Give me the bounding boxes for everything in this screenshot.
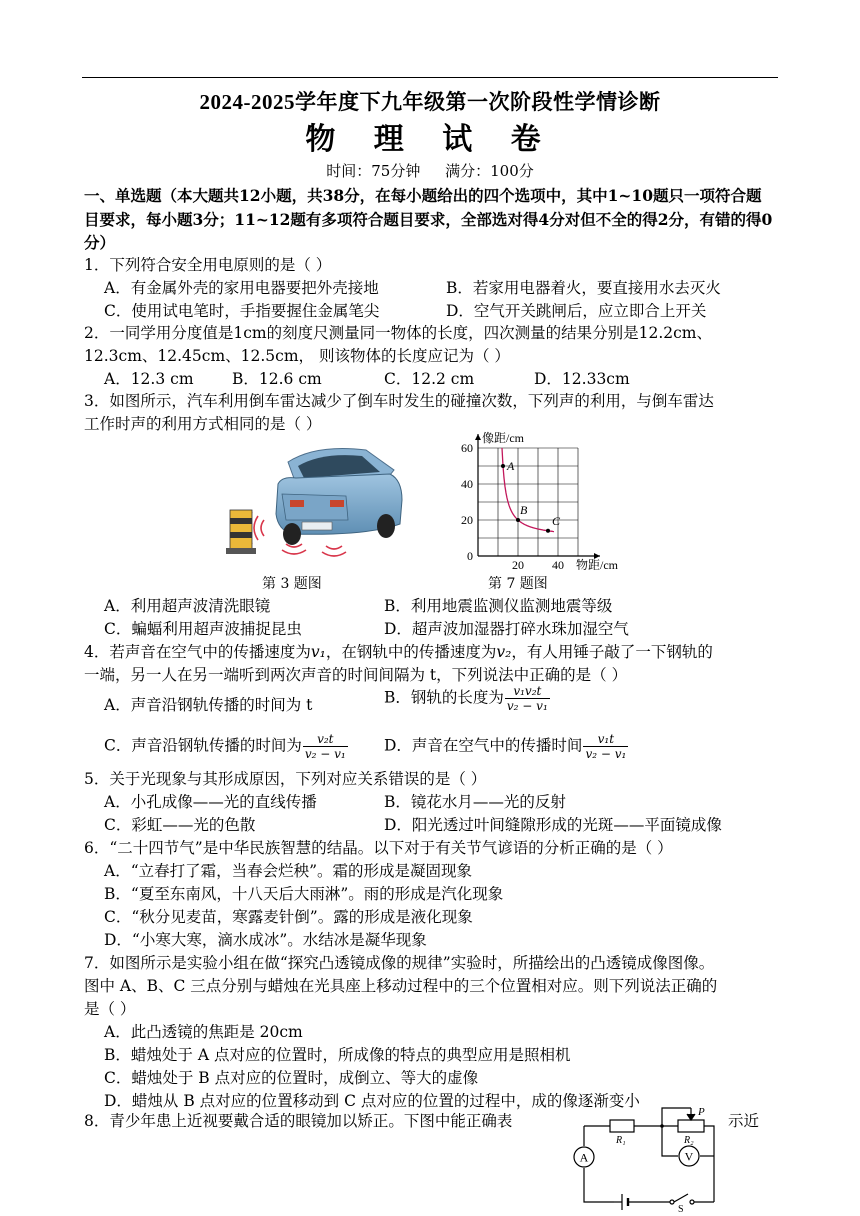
y-tick-label: 40 (461, 477, 473, 491)
switch-label: S (678, 1204, 684, 1214)
q1-option-d: D．空气开关跳闸后，应立即合上开关 (446, 302, 707, 320)
exam-time: 时间：75分钟 (326, 162, 421, 180)
circuit-diagram (570, 1106, 726, 1214)
q4-option-d-text: D．声音在空气中的传播时间 (384, 736, 583, 755)
q1-option-c: C．使用试电笔时，手指要握住金属笔尖 (104, 302, 380, 320)
resistor-r2 (678, 1120, 704, 1132)
q3-stem-line2: 工作时声的利用方式相同的是（ ） (84, 415, 322, 433)
q1-option-a: A．有金属外壳的家用电器要把外壳接地 (104, 279, 379, 297)
q4-option-c-text: C．声音沿钢轨传播的时间为 (104, 736, 302, 755)
q8-stem-part1: 8．青少年患上近视要戴合适的眼镜加以矫正。下图中能正确表 (84, 1112, 513, 1130)
y-axis-label: 像距/cm (482, 431, 524, 445)
q4-stem-line2: 一端，另一人在另一端听到两次声音的时间间隔为 t，下列说法中正确的是（ ） (84, 666, 628, 684)
figure3-caption: 第 3 题图 (262, 576, 322, 592)
q2-option-d: D．12.33cm (534, 370, 630, 388)
q4-stem-part3: ，有人用锤子敲了一下钢轨的 (511, 643, 713, 661)
x-tick-label: 20 (512, 558, 524, 572)
y-tick-label: 60 (461, 441, 473, 455)
q3-option-b: B．利用地震监测仪监测地震等级 (384, 597, 613, 615)
fraction-denominator: v₂ − v₁ (506, 699, 548, 713)
y-axis-arrow (475, 434, 481, 440)
q5-option-b: B．镜花水月——光的反射 (384, 793, 566, 811)
q6-option-d: D．“小寒大寒，滴水成冰”。水结冰是凝华现象 (104, 931, 427, 949)
lens-image-graph (452, 428, 642, 574)
point-label: C (552, 513, 561, 528)
r1-label: R₁ (616, 1135, 626, 1146)
q4-option-b-fraction (505, 684, 550, 713)
q1-option-b: B．若家用电器着火，要直接用水去灭火 (446, 279, 721, 297)
q5-option-d: D．阳光透过叶间缝隙形成的光斑——平面镜成像 (384, 816, 722, 834)
exam-title: 2024-2025学年度下九年级第一次阶段性学情诊断 (199, 90, 661, 114)
q4-option-b-text: B．钢轨的长度为 (384, 688, 504, 707)
q7-stem-line3: 是（ ） (84, 1000, 136, 1018)
fraction-numerator: v₁t (583, 732, 628, 747)
x-axis-label: 物距/cm (576, 558, 618, 572)
exam-info (0, 160, 860, 181)
q4-option-b (384, 684, 551, 713)
q4-option-c-fraction (303, 732, 348, 761)
point-label: A (507, 459, 515, 473)
q6-option-b: B．“夏至东南风，十八天后大雨淋”。雨的形成是汽化现象 (104, 885, 504, 903)
q6-stem: 6．“二十四节气”是中华民族智慧的结晶。以下对于有关节气谚语的分析正确的是（ ） (84, 839, 673, 857)
q7-option-a: A．此凸透镜的焦距是 20cm (104, 1023, 303, 1041)
y-tick-label: 20 (461, 513, 473, 527)
q4-stem-part1: 4．若声音在空气中的传播速度为 (84, 643, 311, 661)
q3-option-c: C．蝙蝠利用超声波捕捉昆虫 (104, 620, 302, 638)
section-heading: 一、单选题（本大题共12小题，共38分，在每小题给出的四个选项中，其中1~10题只一项符合题目要求，每小题3分；11~12题有多项符合题目要求，全部选对得4分对但不全的得2分，有错的得0分） (84, 186, 773, 252)
q4-option-c (104, 732, 349, 761)
q2-option-a: A．12.3 cm (104, 370, 194, 388)
x-tick-label: 40 (552, 558, 564, 572)
voltmeter-label: V (684, 1149, 694, 1164)
q7-option-d: D．蜡烛从 B 点对应的位置移动到 C 点对应的位置的过程中，成的像逐渐变小 (104, 1092, 640, 1110)
exam-score: 满分：100分 (445, 162, 534, 180)
q5-option-a: A．小孔成像——光的直线传播 (104, 793, 317, 811)
subject-title: 物 理 试 卷 (305, 122, 555, 157)
q7-option-c: C．蜡烛处于 B 点对应的位置时，成倒立、等大的虚像 (104, 1069, 479, 1087)
figure7-caption: 第 7 题图 (488, 576, 548, 592)
y-tick-label: 0 (467, 549, 473, 563)
q1-stem: 1．下列符合安全用电原则的是（ ） (84, 256, 332, 274)
q5-stem: 5．关于光现象与其形成原因，下列对应关系错误的是（ ） (84, 770, 487, 788)
fraction-numerator: v₁v₂t (505, 684, 550, 699)
q4-option-d-fraction (583, 732, 628, 761)
q2-stem-line1: 2．一同学用分度值是1cm的刻度尺测量同一物体的长度，四次测量的结果分别是12.2cm、 (84, 324, 712, 342)
q5-option-c: C．彩虹——光的色散 (104, 816, 256, 834)
q4-stem-part2: ，在钢轨中的传播速度为 (325, 643, 497, 661)
q2-option-b: B．12.6 cm (232, 370, 322, 388)
top-rule (82, 77, 778, 78)
q6-option-a: A．“立春打了霜，当春会烂秧”。霜的形成是凝固现象 (104, 862, 473, 880)
q6-option-c: C．“秋分见麦苗，寒露麦针倒”。露的形成是液化现象 (104, 908, 473, 926)
q2-stem-line2: 12.3cm、12.45cm、12.5cm， 则该物体的长度应记为（ ） (84, 347, 510, 365)
curve-point (501, 464, 505, 468)
fraction-denominator: v₂ − v₁ (304, 747, 346, 761)
q3-option-a: A．利用超声波清洗眼镜 (104, 597, 271, 615)
q2-option-c: C．12.2 cm (384, 370, 475, 388)
q7-stem-line2: 图中 A、B、C 三点分别与蜡烛在光具座上移动过程中的三个位置相对应。则下列说法正确的 (84, 977, 718, 995)
car-radar-figure (226, 440, 406, 562)
q7-option-b: B．蜡烛处于 A 点对应的位置时，所成像的特点的典型应用是照相机 (104, 1046, 571, 1064)
q3-stem-line1: 3．如图所示，汽车利用倒车雷达减少了倒车时发生的碰撞次数，下列声的利用，与倒车雷达 (84, 392, 714, 410)
r2-label: R₂ (684, 1135, 694, 1146)
q7-stem-line1: 7．如图所示是实验小组在做“探究凸透镜成像的规律”实验时，所描绘出的凸透镜成像图像。 (84, 954, 715, 972)
curve-point (546, 529, 550, 533)
q4-v1: v₁ (310, 643, 326, 661)
fraction-denominator: v₂ − v₁ (585, 747, 627, 761)
ammeter-label: A (579, 1150, 589, 1165)
q4-option-a: A．声音沿钢轨传播的时间为 t (104, 696, 313, 714)
q4-stem-line1 (84, 641, 713, 664)
fraction-numerator: v₂t (303, 732, 348, 747)
point-label: B (520, 503, 528, 517)
q8-stem-part2: 示近 (728, 1112, 760, 1130)
q3-option-d: D．超声波加湿器打碎水珠加湿空气 (384, 620, 629, 638)
q4-v2: v₂ (496, 643, 512, 661)
curve-point (516, 518, 520, 522)
q4-option-d (384, 732, 629, 761)
slider-label: P (698, 1106, 705, 1118)
resistor-r1 (610, 1120, 634, 1132)
